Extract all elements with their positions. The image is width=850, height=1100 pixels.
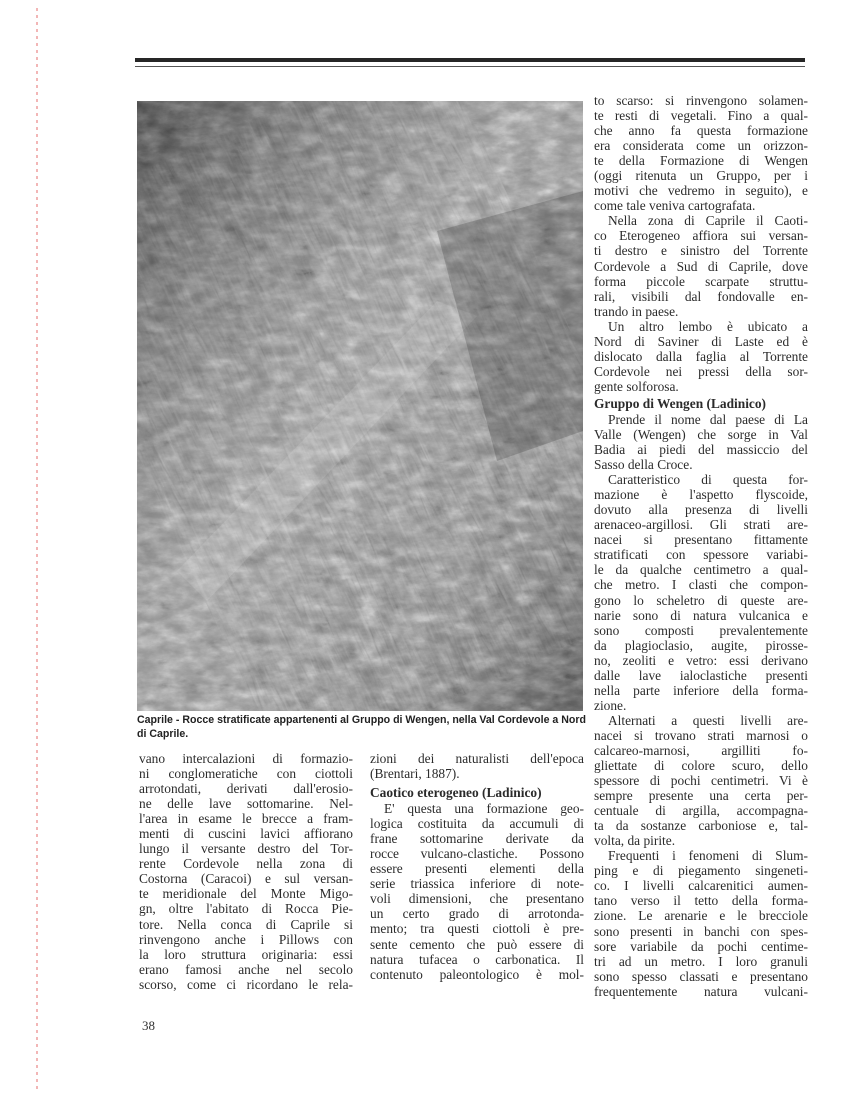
text-line: sente cemento che può essere di (370, 936, 584, 952)
text-line: sempre presente una certa per- (594, 788, 808, 804)
text-line: le da qualche centimetro a qual- (594, 562, 808, 578)
text-line: da plagioclasio, augite, pirosse- (594, 637, 808, 653)
section-heading-wengen: Gruppo di Wengen (Ladinico) (594, 395, 767, 411)
paragraph (139, 751, 353, 992)
text-line: to scarso: si rinvengono solamen- (594, 93, 808, 108)
text-line: frane sottomarine derivate da (370, 831, 584, 847)
paragraph (594, 213, 808, 318)
text-line: menti di cuscini lavici affiorano (139, 826, 353, 842)
text-column-middle (370, 751, 584, 982)
text-line: Cordevole nei pressi della sor- (594, 363, 808, 379)
text-line: E' questa una formazione geo- (384, 801, 584, 817)
text-line: serie triassica inferiore di note- (370, 876, 584, 892)
text-line: erano famosi anche nel secolo (139, 961, 353, 977)
text-line: logica costituita da accumuli di (370, 816, 584, 832)
text-line: mazione è l'aspetto flyscoide, (594, 487, 808, 503)
text-line: zioni dei naturalisti dell'epoca (370, 751, 584, 766)
text-line: spessore di pochi centimetri. Vi è (594, 773, 808, 789)
figure-caption: Caprile - Rocce stratificate appartenenti al Gruppo di Wengen, nella Val Cordevole a Nord di Caprile. (137, 714, 586, 740)
text-line: Costorna (Caracoi) e sul versan- (139, 871, 353, 887)
text-line: sore variabile da pochi centime- (594, 938, 808, 954)
paragraph (594, 412, 808, 472)
paragraph (594, 848, 808, 998)
text-line: Alternati a questi livelli are- (608, 712, 808, 728)
text-line: gente solforosa. (594, 378, 679, 394)
section-heading-caotico: Caotico eterogeneo (Ladinico) (370, 785, 542, 801)
text-line: un certo grado di arrotonda- (370, 906, 584, 922)
page-edge (36, 8, 38, 1093)
text-line: contenuto paleontologico è mol- (370, 966, 584, 982)
text-line: centuale di argilla, accompagna- (594, 803, 808, 819)
text-line: Badia ai piedi del massiccio del (594, 442, 808, 458)
text-line: Frequenti i fenomeni di Slum- (608, 848, 808, 864)
paragraph (594, 713, 808, 848)
text-line: co. I livelli calcarenitici aumen- (594, 878, 808, 894)
text-line: ti destro e sinistro del Torrente (594, 243, 808, 259)
text-line: rinvengono anche i Pillows con (139, 931, 353, 947)
text-line: zione. (594, 697, 627, 713)
text-line: rali, visibili dal fondovalle en- (594, 288, 808, 304)
text-line: Caratteristico di questa for- (608, 472, 808, 488)
text-line: arrotondati, derivati dall'erosio- (139, 781, 353, 797)
text-line: trando in paese. (594, 303, 679, 319)
text-line: tore. Nella conca di Caprile si (139, 916, 353, 932)
text-line: stratificati con spessore variabi- (594, 547, 808, 563)
text-line: gono lo scheletro di queste are- (594, 592, 808, 608)
text-line: che metro. I clasti che compon- (594, 577, 808, 593)
text-line: Prende il nome dal paese di La (608, 411, 808, 427)
text-line: ping e di piegamento singeneti- (594, 863, 808, 879)
text-line: te della Formazione di Wengen (594, 153, 808, 169)
text-line: te meridionale del Monte Migo- (139, 886, 353, 902)
text-line: come tale veniva cartografata. (594, 198, 756, 214)
text-line: nella parte inferiore della forma- (594, 682, 808, 698)
text-line: motivi che vedremo in seguito), e (594, 183, 808, 199)
text-line: ta da sostanze carboniose e, tal- (594, 818, 808, 834)
figure-photo (137, 101, 583, 711)
paragraph (594, 472, 808, 713)
text-line: Nord di Saviner di Laste ed è (594, 333, 808, 349)
header-rule (135, 58, 805, 62)
header-rule-thin (135, 66, 805, 67)
text-line: dalle lave ialoclastiche presenti (594, 667, 808, 683)
text-line: essere presenti elementi della (370, 861, 584, 877)
paragraph (594, 319, 808, 394)
page-number: 38 (142, 1018, 155, 1033)
text-line: Valle (Wengen) che sorge in Val (594, 426, 808, 442)
text-line: calcareo-marnosi, argilliti fo- (594, 742, 808, 758)
text-line: sono spesso classati e presentano (594, 968, 808, 984)
text-line: voli dimensioni, che presentano (370, 891, 584, 907)
text-line: scorso, come ci ricordano le rela- (139, 976, 353, 992)
text-line: (oggi ritenuta un Gruppo, per i (594, 168, 808, 184)
paragraph (370, 751, 584, 781)
text-line: te resti di vegetali. Fino a qual- (594, 108, 808, 124)
text-line: Nella zona di Caprile il Caoti- (608, 213, 808, 229)
text-line: volta, da pirite. (594, 833, 676, 849)
text-line: natura tufacea o carbonatica. Il (370, 951, 584, 967)
text-line: (Brentari, 1887). (370, 766, 460, 782)
text-line: forma piccole scarpate struttu- (594, 273, 808, 289)
text-line: ni conglomeratiche con ciottoli (139, 766, 353, 782)
text-line: rente Cordevole nella zona di (139, 856, 353, 872)
text-line: gliettate di colore scuro, dello (594, 758, 808, 774)
text-line: arenaceo-argillosi. Gli strati are- (594, 517, 808, 533)
text-line: narie sono di natura vulcanica e (594, 607, 808, 623)
text-line: che anno fa questa formazione (594, 123, 808, 139)
text-column-left (139, 751, 353, 992)
text-line: l'area in esame le brecce a fram- (139, 811, 353, 827)
text-line: gn, oltre l'abitato di Rocca Pie- (139, 901, 353, 917)
text-line: vano intercalazioni di formazio- (139, 751, 353, 766)
paragraph (594, 93, 808, 213)
text-column-right (594, 93, 808, 999)
text-line: era considerata come un orizzon- (594, 138, 808, 154)
paragraph (370, 801, 584, 982)
text-line: dislocato dalla faglia al Torrente (594, 348, 808, 364)
text-line: rocce vulcano-clastiche. Possono (370, 846, 584, 862)
text-line: nacei si presentano fittamente (594, 532, 808, 548)
text-line: dovuto alla presenza di livelli (594, 502, 808, 518)
text-line: lungo il versante destro del Tor- (139, 841, 353, 857)
text-line: mento; tra questi ciottoli è pre- (370, 921, 584, 937)
text-line: tri ad un metro. I loro granuli (594, 953, 808, 969)
text-line: frequentemente natura vulcani- (594, 983, 808, 999)
text-line: tano verso il tetto della forma- (594, 893, 808, 909)
text-line: co Eterogeneo affiora sui versan- (594, 228, 808, 244)
text-line: no, zeoliti e vetro: essi derivano (594, 652, 808, 668)
text-line: nacei si trovano strati marnosi o (594, 727, 808, 743)
text-line: zione. Le arenarie e le brecciole (594, 908, 808, 924)
text-line: Cordevole a Sud di Caprile, dove (594, 258, 808, 274)
text-line: sono presenti in banchi con spes- (594, 923, 808, 939)
text-line: ne delle lave sottomarine. Nel- (139, 796, 353, 812)
text-line: Sasso della Croce. (594, 457, 693, 473)
text-line: sono composti prevalentemente (594, 622, 808, 638)
text-line: la loro struttura originaria: essi (139, 946, 353, 962)
text-line: Un altro lembo è ubicato a (608, 318, 808, 334)
